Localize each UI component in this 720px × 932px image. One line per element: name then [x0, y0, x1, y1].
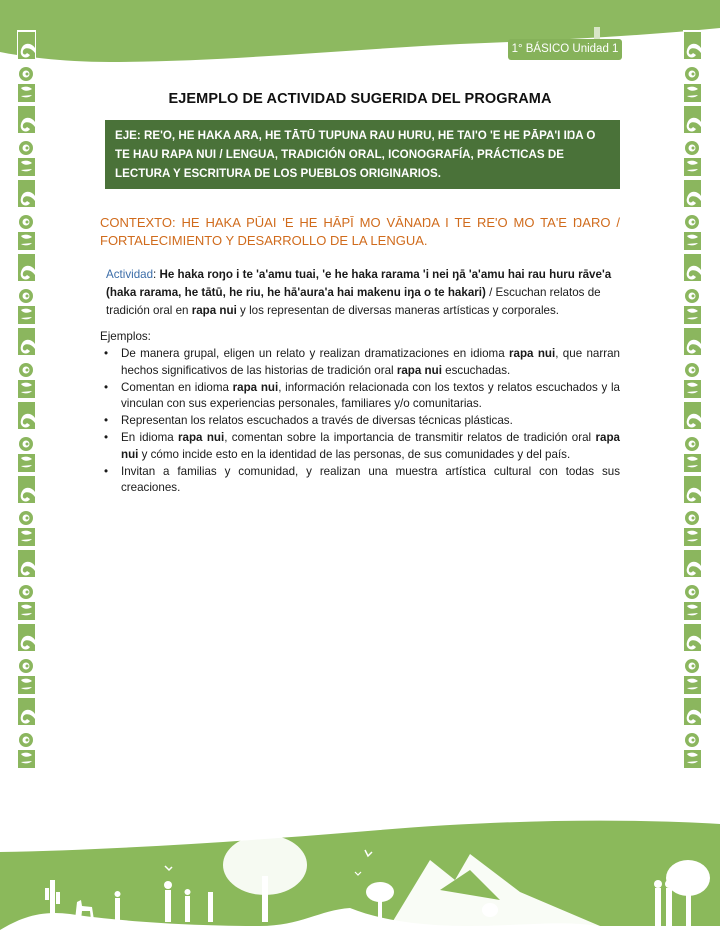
list-item: • Representan los relatos escuchados a través de diversas técnicas plásticas.: [100, 413, 620, 430]
activity-paragraph: Actividad: He haka roŋo i te 'a'amu tuai, 'e he haka rarama 'i nei ŋā 'a'amu hai rau huru rāve'a (haka rarama, he tātū, he riu, he hā'aura'a hai makenu iŋa o te hakari) / Escuchan relatos de tradición oral en rapa nui y los representan de diversas maneras artísticas y corporales.: [106, 268, 612, 317]
page-title: EJEMPLO DE ACTIVIDAD SUGERIDA DEL PROGRAMA: [168, 91, 552, 107]
bullet-icon: •: [104, 347, 109, 360]
list-item: • De manera grupal, eligen un relato y realizan dramatizaciones en idioma rapa nui, que narran hechos significativos de las historias de tradición oral rapa nui escuchadas.: [104, 347, 620, 377]
examples-label: Ejemplos:: [100, 330, 151, 343]
activity-label: Actividad: [106, 268, 154, 281]
bullet-icon: •: [104, 430, 109, 444]
activity-rapanui-text: He haka roŋo i te 'a'amu tuai, 'e he haka rarama 'i nei ŋā 'a'amu hai rau huru rāve'a (haka rarama, he tātū, he riu, he hā'aura'a hai makenu iŋa o te hakari): [106, 268, 612, 299]
list-item: • Invitan a familias y comunidad, y realizan una muestra artística cultural con todas sus creaciones.: [104, 464, 620, 495]
list-item: • En idioma rapa nui, comentan sobre la importancia de transmitir relatos de tradición oral rapa nui y cómo incide esto en la identidad de las personas, de sus comunidades y del país.: [104, 430, 620, 461]
left-border-pattern: [17, 30, 36, 770]
bullet-icon: •: [104, 464, 109, 478]
list-item: • Comentan en idioma rapa nui, información relacionada con los textos y relatos escuchados y la vinculan con sus experiencias personales, familiares y/o comunitarias.: [104, 380, 621, 411]
right-border-pattern: [683, 30, 702, 770]
unit-tag: 1° BÁSICO Unidad 1: [508, 39, 622, 60]
rapanui-motif-icon: [17, 30, 36, 770]
footer-landscape-illustration: [0, 780, 720, 932]
bullet-icon: •: [104, 380, 109, 394]
eje-box: EJE: RE'O, HE HAKA ARA, HE TĀTŪ TUPUNA RAU HURU, HE TAI'O 'E HE PĀPA'I IŊA O TE HAU RAPA NUI / LENGUA, TRADICIÓN ORAL, ICONOGRAFÍA, PRÁCTICAS DE LECTURA Y ESCRITURA DE LOS PUEBLOS ORIGINARIOS.: [105, 120, 620, 189]
examples-list: [100, 346, 620, 497]
bullet-icon: •: [104, 414, 109, 428]
rapanui-motif-icon: [683, 30, 702, 770]
context-heading: CONTEXTO: HE HAKA PŪAI 'E HE HĀPĪ MO VĀNAŊA I TE RE'O MO TA'E ŊARO / FORTALECIMIENTO Y DESARROLLO DE LA LENGUA.: [100, 215, 620, 248]
